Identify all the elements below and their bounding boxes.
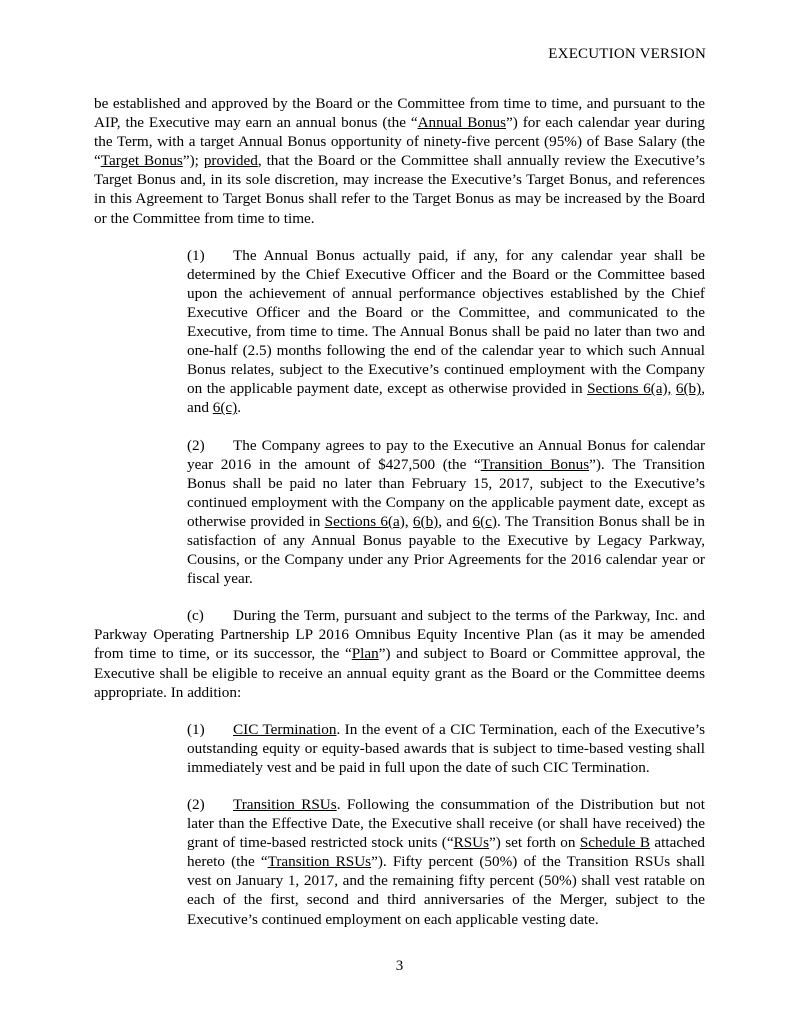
section-ref: 6(c) (472, 512, 497, 530)
paragraph-cic-termination: (1) CIC Termination. In the event of a CIC Termination, each of the Executive’s outstanding equity or equity-based awards that is subject to time-based vesting shall immediately vest and be paid in full upon the date of such CIC Termination. (187, 720, 705, 776)
section-ref: Sections 6(a), (324, 512, 409, 530)
section-ref: 6(c) (212, 399, 238, 417)
section-ref: 6(b) (675, 380, 702, 398)
clause-number: (1) (187, 246, 205, 264)
term-transition-rsus: Transition RSUs (267, 853, 372, 871)
clause-number: (c) (187, 607, 204, 625)
term-target-bonus: Target Bonus (100, 152, 183, 170)
clause-number: (1) (187, 720, 205, 738)
heading-transition-rsus: Transition RSUs (233, 796, 337, 813)
section-ref: Sections 6(a), (587, 380, 672, 398)
clause-number: (2) (187, 796, 205, 813)
document-body (94, 94, 705, 947)
ref-schedule-b: Schedule B (579, 834, 651, 852)
clause-number: (2) (187, 436, 205, 454)
heading-cic-termination: CIC Termination (233, 720, 337, 738)
term-annual-bonus: Annual Bonus (417, 114, 507, 132)
paragraph-equity-plan: (c) During the Term, pursuant and subject to the terms of the Parkway, Inc. and Parkway Operating Partnership LP 2016 Omnibus Equity Incentive Plan (as it may be amended from time to time, or its successor, the “Plan”) and subject to Board or Committee approval, the Executive shall be eligible to receive an annual equity grant as the Board or the Committee deems appropriate. In addition: (94, 607, 705, 701)
term-rsus: RSUs (453, 834, 490, 852)
document-header: EXECUTION VERSION (548, 46, 706, 62)
section-ref: 6(b) (412, 512, 439, 530)
term-plan: Plan (351, 645, 379, 663)
paragraph-transition-bonus: (2) The Company agrees to pay to the Executive an Annual Bonus for calendar year 2016 in the amount of $427,500 (the “Transition Bonus”). The Transition Bonus shall be paid no later than February 15, 2017, subject to the Executive’s continued employment with the Company on the applicable payment date, except as otherwise provided in Sections 6(a), 6(b), and 6(c). The Transition Bonus shall be in satisfaction of any Annual Bonus payable to the Executive by Legacy Parkway, Cousins, or the Company under any Prior Agreements for the 2016 calendar year or fiscal year. (187, 436, 705, 588)
paragraph-annual-bonus: be established and approved by the Board or the Committee from time to time, and pursuant to the AIP, the Executive may earn an annual bonus (the “Annual Bonus”) for each calendar year during the Term, with a target Annual Bonus opportunity of ninety-five percent (95%) of Base Salary (the “Target Bonus”); provided, that the Board or the Committee shall annually review the Executive’s Target Bonus and, in its sole discretion, may increase the Executive’s Target Bonus, and references in this Agreement to Target Bonus shall refer to the Target Bonus as may be increased by the Board or the Committee from time to time. (94, 95, 705, 227)
term-provided: provided (203, 152, 258, 170)
term-transition-bonus: Transition Bonus (480, 455, 590, 473)
paragraph-annual-bonus-payment: (1) The Annual Bonus actually paid, if any, for any calendar year shall be determined by the Chief Executive Officer and the Board or the Committee based upon the achievement of annual performance objectives established by the Chief Executive Officer and the Board or the Committee, and communicated to the Executive, from time to time. The Annual Bonus shall be paid no later than two and one-half (2.5) months following the end of the calendar year to which such Annual Bonus relates, subject to the Executive’s continued employment with the Company on the applicable payment date, except as otherwise provided in Sections 6(a), 6(b), and 6(c). (187, 246, 705, 417)
page-number: 3 (395, 958, 404, 974)
paragraph-transition-rsus: (2) Transition RSUs. Following the consummation of the Distribution but not later than the Effective Date, the Executive shall receive (or shall have received) the grant of time-based restricted stock units (“RSUs”) set forth on Schedule B attached hereto (the “Transition RSUs”). Fifty percent (50%) of the Transition RSUs shall vest on January 1, 2017, and the remaining fifty percent (50%) shall vest ratable on each of the first, second and third anniversaries of the Merger, subject to the Executive’s continued employment on each applicable vesting date. (187, 796, 705, 928)
